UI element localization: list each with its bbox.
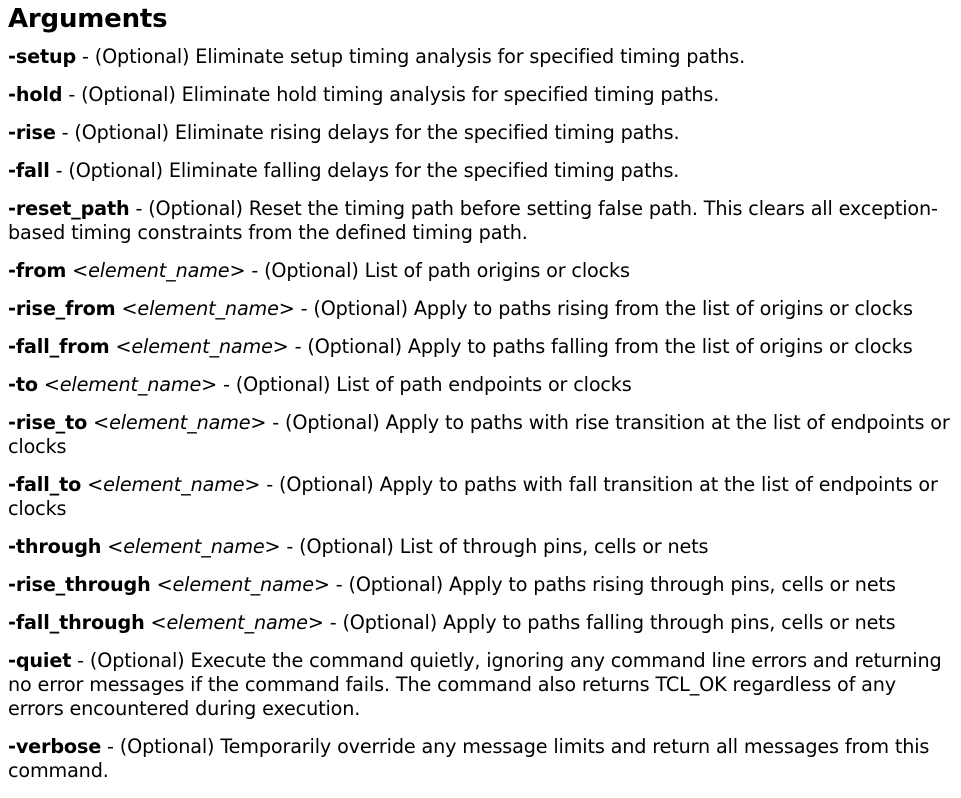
argument-flag: -rise_through (8, 573, 151, 596)
argument-description: (Optional) Temporarily override any message limits and return all messages from this command. (8, 735, 930, 782)
argument-entry: -rise_through <element_name> - (Optional) Apply to paths rising through pins, cells or nets (8, 573, 896, 596)
argument-entry: -reset_path - (Optional) Reset the timing path before setting false path. This clears all exception-based timing constraints from the defined timing path. (8, 197, 938, 244)
argument-list (8, 45, 953, 783)
argument-parameter: element_name (103, 473, 245, 496)
argument-description: (Optional) Apply to paths rising through pins, cells or nets (348, 573, 896, 596)
argument-flag: -rise (8, 121, 56, 144)
argument-description: (Optional) Apply to paths rising from the list of origins or clocks (313, 297, 913, 320)
argument-entry: -fall - (Optional) Eliminate falling delays for the specified timing paths. (8, 159, 680, 182)
argument-entry: -rise - (Optional) Eliminate rising delays for the specified timing paths. (8, 121, 680, 144)
argument-flag: -through (8, 535, 102, 558)
argument-parameter: element_name (109, 411, 251, 434)
argument-parameter: element_name (131, 335, 273, 358)
argument-entry: -setup - (Optional) Eliminate setup timing analysis for specified timing paths. (8, 45, 746, 68)
argument-flag: -rise_to (8, 411, 88, 434)
argument-description: (Optional) List of path endpoints or clocks (235, 373, 632, 396)
argument-description: (Optional) Apply to paths falling from the list of origins or clocks (307, 335, 913, 358)
argument-description: (Optional) List of through pins, cells or nets (299, 535, 709, 558)
argument-flag: -verbose (8, 735, 102, 758)
argument-flag: -fall_from (8, 335, 110, 358)
argument-description: (Optional) Eliminate falling delays for the specified timing paths. (68, 159, 680, 182)
argument-description: (Optional) List of path origins or clocks (264, 259, 630, 282)
section-heading: Arguments (8, 4, 168, 34)
argument-flag: -quiet (8, 649, 72, 672)
argument-entry: -through <element_name> - (Optional) List of through pins, cells or nets (8, 535, 709, 558)
argument-entry: -to <element_name> - (Optional) List of path endpoints or clocks (8, 373, 632, 396)
argument-entry: -rise_from <element_name> - (Optional) Apply to paths rising from the list of origins or clocks (8, 297, 913, 320)
argument-flag: -hold (8, 83, 63, 106)
argument-parameter: element_name (172, 573, 314, 596)
argument-entry: -hold - (Optional) Eliminate hold timing analysis for specified timing paths. (8, 83, 720, 106)
argument-description: (Optional) Eliminate hold timing analysis for specified timing paths. (81, 83, 720, 106)
argument-parameter: element_name (88, 259, 230, 282)
argument-description: (Optional) Execute the command quietly, ignoring any command line errors and returning no error messages if the command fails. The command also returns TCL_OK regardless of any errors encountered during execution. (8, 649, 942, 720)
argument-flag: -reset_path (8, 197, 130, 220)
argument-parameter: element_name (166, 611, 308, 634)
argument-description: (Optional) Apply to paths with rise transition at the list of endpoints or clocks (8, 411, 950, 458)
argument-flag: -fall (8, 159, 50, 182)
argument-entry: -from <element_name> - (Optional) List of path origins or clocks (8, 259, 630, 282)
argument-flag: -from (8, 259, 67, 282)
argument-entry: -quiet - (Optional) Execute the command quietly, ignoring any command line errors and returning no error messages if the command fails. The command also returns TCL_OK regardless of any errors encountered during execution. (8, 649, 942, 720)
argument-entry: -fall_from <element_name> - (Optional) Apply to paths falling from the list of origins or clocks (8, 335, 913, 358)
argument-flag: -fall_to (8, 473, 82, 496)
argument-entry: -verbose - (Optional) Temporarily override any message limits and return all messages from this command. (8, 735, 930, 782)
argument-flag: -setup (8, 45, 77, 68)
argument-flag: -fall_through (8, 611, 145, 634)
argument-parameter: element_name (137, 297, 279, 320)
argument-description: (Optional) Eliminate rising delays for the specified timing paths. (74, 121, 680, 144)
argument-flag: -rise_from (8, 297, 116, 320)
argument-flag: -to (8, 373, 38, 396)
argument-description: (Optional) Apply to paths with fall transition at the list of endpoints or clocks (8, 473, 938, 520)
argument-description: (Optional) Apply to paths falling through pins, cells or nets (342, 611, 896, 634)
argument-description: (Optional) Reset the timing path before setting false path. This clears all exception-based timing constraints from the defined timing path. (8, 197, 938, 244)
argument-entry: -fall_to <element_name> - (Optional) Apply to paths with fall transition at the list of endpoints or clocks (8, 473, 938, 520)
argument-parameter: element_name (123, 535, 265, 558)
argument-parameter: element_name (59, 373, 202, 396)
argument-entry: -fall_through <element_name> - (Optional) Apply to paths falling through pins, cells or nets (8, 611, 896, 634)
argument-entry: -rise_to <element_name> - (Optional) Apply to paths with rise transition at the list of endpoints or clocks (8, 411, 950, 458)
argument-description: (Optional) Eliminate setup timing analysis for specified timing paths. (94, 45, 746, 68)
